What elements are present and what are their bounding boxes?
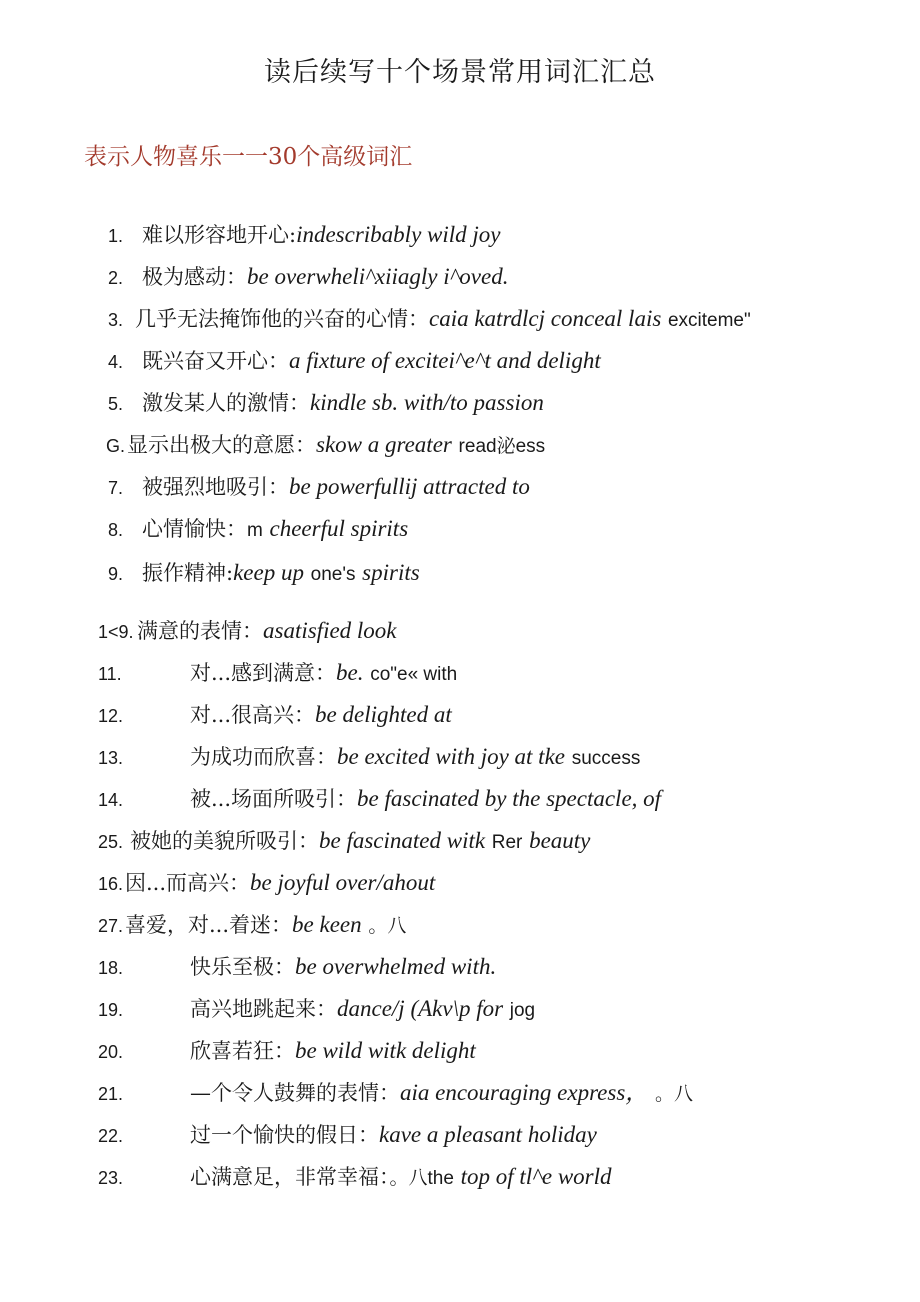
item-chinese: 显示出极大的意愿： bbox=[127, 433, 316, 457]
item-tail: exciteme" bbox=[667, 310, 751, 331]
list-item bbox=[98, 741, 640, 773]
item-tail: read泌ess bbox=[458, 436, 546, 457]
list-item bbox=[98, 1161, 612, 1193]
item-number: 12. bbox=[98, 706, 124, 726]
item-chinese: 高兴地跳起来： bbox=[190, 997, 337, 1021]
item-tail: m bbox=[247, 520, 263, 541]
item-number: 2. bbox=[108, 268, 124, 288]
list-item bbox=[98, 1077, 693, 1109]
list-item bbox=[108, 471, 530, 503]
item-english: kave a pleasant holiday bbox=[379, 1122, 597, 1147]
list-item bbox=[98, 867, 435, 899]
item-chinese: 几乎无法掩饰他的兴奋的心情： bbox=[135, 307, 429, 331]
item-english: be fascinated witk bbox=[319, 828, 486, 853]
list-item bbox=[98, 1035, 476, 1067]
item-english: be joyful over/ahout bbox=[250, 870, 436, 895]
item-tail: one's bbox=[310, 564, 356, 585]
item-chinese: 振作精神: bbox=[142, 561, 234, 585]
item-english: top of tl^e world bbox=[460, 1164, 612, 1189]
item-english: skow a greater bbox=[316, 432, 452, 457]
item-number: 11. bbox=[98, 664, 122, 684]
item-english: dance/j (Akv\p for bbox=[337, 996, 504, 1021]
list-item bbox=[108, 219, 501, 251]
item-number: 20. bbox=[98, 1042, 124, 1062]
item-number: 21. bbox=[98, 1084, 124, 1104]
item-number: 23. bbox=[98, 1168, 124, 1188]
item-english: be powerfullij attracted to bbox=[289, 474, 530, 499]
item-english: cheerful spirits bbox=[269, 516, 409, 541]
section-subtitle: 表示人物喜乐一一30个高级词汇 bbox=[84, 144, 413, 170]
item-number: 8. bbox=[108, 520, 124, 540]
item-english: be overwhelmed with. bbox=[295, 954, 497, 979]
item-number: 14. bbox=[98, 790, 124, 810]
item-number: 1. bbox=[108, 226, 124, 246]
item-number: 5. bbox=[108, 394, 124, 414]
item-number: 16. bbox=[98, 874, 124, 894]
list-item bbox=[108, 345, 601, 377]
item-number: 18. bbox=[98, 958, 124, 978]
item-number: 22. bbox=[98, 1126, 124, 1146]
item-english: be fascinated by the spectacle, of bbox=[357, 786, 662, 811]
list-item bbox=[108, 513, 408, 545]
list-item bbox=[98, 993, 535, 1025]
item-tail: 。八 bbox=[368, 916, 407, 937]
item-chinese: 心满意足，非常幸福： bbox=[190, 1165, 390, 1189]
item-chinese: 欣喜若狂： bbox=[190, 1039, 295, 1063]
item-chinese: 喜爱，对...着迷： bbox=[125, 913, 293, 937]
item-english-suffix: beauty bbox=[529, 828, 591, 853]
item-chinese: 为成功而欣喜： bbox=[190, 745, 337, 769]
item-number: 4. bbox=[108, 352, 124, 372]
list-item bbox=[98, 783, 661, 815]
item-number: 7. bbox=[108, 478, 124, 498]
item-english: asatisfied look bbox=[263, 618, 397, 643]
list-item bbox=[108, 261, 508, 293]
item-english: be overwheli^xiiagly i^oved. bbox=[247, 264, 509, 289]
list-item bbox=[98, 699, 452, 731]
list-item bbox=[98, 825, 590, 857]
item-english: be delighted at bbox=[315, 702, 452, 727]
list-item bbox=[108, 303, 751, 335]
list-item bbox=[98, 951, 496, 983]
item-number: 1<9. bbox=[98, 622, 134, 642]
item-chinese: 对...很高兴： bbox=[190, 703, 316, 727]
item-chinese: 因...而高兴： bbox=[125, 871, 251, 895]
item-chinese: 快乐至极： bbox=[190, 955, 295, 979]
item-english-suffix: spirits bbox=[362, 560, 420, 585]
item-chinese: —个令人鼓舞的表情： bbox=[190, 1081, 400, 1105]
item-english: be wild witk delight bbox=[295, 1038, 476, 1063]
item-number: 25. bbox=[98, 832, 124, 852]
item-chinese: 被她的美貌所吸引： bbox=[130, 829, 319, 853]
list-item bbox=[108, 387, 544, 419]
list-item bbox=[98, 657, 457, 689]
item-number: 3. bbox=[108, 310, 124, 330]
item-number: G. bbox=[106, 436, 126, 456]
item-tail: 。八the bbox=[389, 1168, 454, 1189]
item-number: 19. bbox=[98, 1000, 124, 1020]
item-english: aia encouraging express， bbox=[400, 1080, 649, 1105]
item-chinese: 既兴奋又开心： bbox=[142, 349, 289, 373]
item-chinese: 心情愉快： bbox=[142, 517, 247, 541]
item-chinese: 被强烈地吸引： bbox=[142, 475, 289, 499]
item-chinese: 被...场面所吸引： bbox=[190, 787, 358, 811]
list-item bbox=[98, 615, 397, 647]
item-english: keep up bbox=[233, 560, 304, 585]
item-english: be. bbox=[336, 660, 364, 685]
item-tail: Rer bbox=[491, 832, 523, 853]
item-chinese: 对...感到满意： bbox=[190, 661, 337, 685]
item-chinese: 难以形容地开心: bbox=[142, 223, 297, 247]
list-item bbox=[98, 909, 406, 941]
item-chinese: 极为感动： bbox=[142, 265, 247, 289]
item-english: a fixture of excitei^e^t and delight bbox=[289, 348, 601, 373]
item-tail: jog bbox=[509, 1000, 536, 1021]
item-english: be excited with joy at tke bbox=[337, 744, 565, 769]
item-english: be keen bbox=[292, 912, 362, 937]
item-english: indescribably wild joy bbox=[296, 222, 501, 247]
item-tail: co"e« with bbox=[370, 664, 458, 685]
item-tail: 。八 bbox=[654, 1084, 693, 1105]
list-item bbox=[98, 1119, 597, 1151]
list-item bbox=[106, 429, 545, 461]
list-item bbox=[108, 557, 420, 589]
item-number: 13. bbox=[98, 748, 124, 768]
item-chinese: 过一个愉快的假日： bbox=[190, 1123, 379, 1147]
item-number: 9. bbox=[108, 564, 124, 584]
item-chinese: 满意的表情： bbox=[137, 619, 263, 643]
item-english: caia katrdlcj conceal lais bbox=[429, 306, 662, 331]
item-tail: success bbox=[571, 748, 641, 769]
page-title: 读后续写十个场景常用词汇汇总 bbox=[264, 57, 656, 88]
item-number: 27. bbox=[98, 916, 124, 936]
item-english: kindle sb. with/to passion bbox=[310, 390, 544, 415]
item-chinese: 激发某人的激情： bbox=[142, 391, 310, 415]
